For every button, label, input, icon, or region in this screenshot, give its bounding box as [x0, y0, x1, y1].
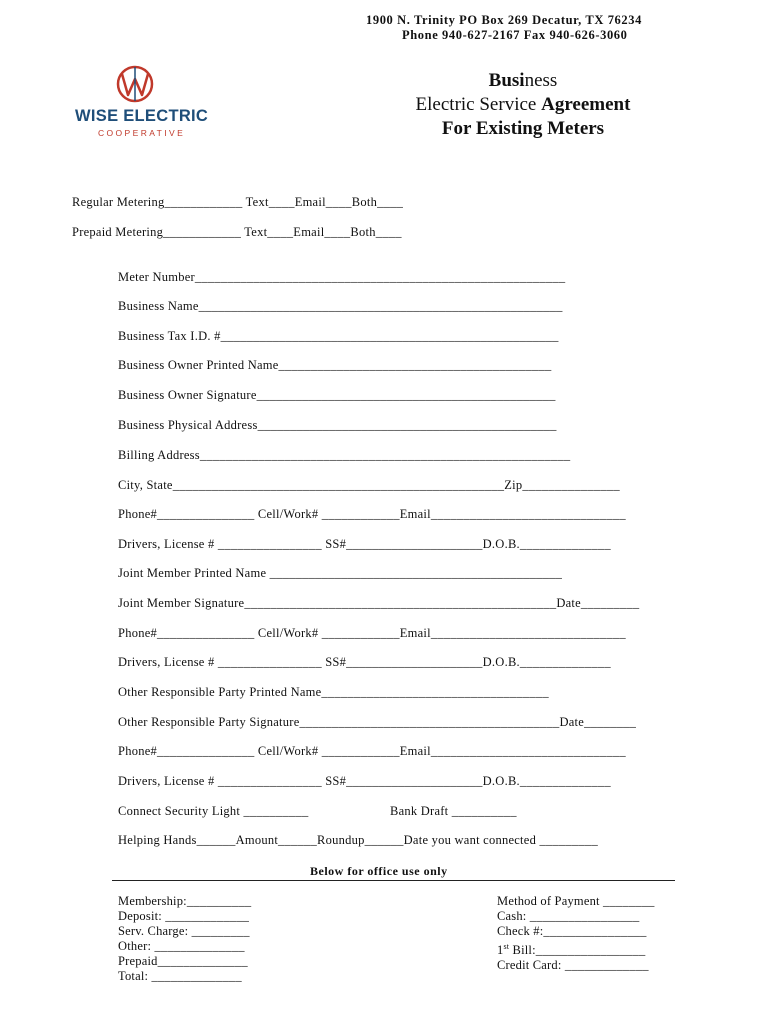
other-party-signature-field[interactable]: Other Responsible Party Signature________________________________________Date________: [118, 715, 637, 729]
owner-printed-name-field[interactable]: Business Owner Printed Name__________________________________________: [118, 358, 552, 372]
office-divider: [112, 880, 675, 881]
serv-charge-field[interactable]: Serv. Charge: _________: [118, 924, 250, 938]
title-line-2: [373, 94, 673, 116]
security-light-field[interactable]: Connect Security Light __________: [118, 804, 309, 818]
title-line-2-plain: Electric Service: [415, 94, 542, 115]
owner-phone-email-field[interactable]: Phone#_______________ Cell/Work# ____________Email______________________________: [118, 507, 626, 521]
business-tax-id-field[interactable]: Business Tax I.D. #____________________________________________________: [118, 329, 559, 343]
joint-license-ss-dob-field[interactable]: Drivers, License # ________________ SS#_____________________D.O.B.______________: [118, 655, 611, 669]
company-logo: [72, 62, 209, 144]
address-line: 1900 N. Trinity PO Box 269 Decatur, TX 76234: [366, 13, 642, 27]
other-party-name-field[interactable]: Other Responsible Party Printed Name___________________________________: [118, 685, 549, 699]
helping-hands-field[interactable]: Helping Hands______Amount______Roundup______Date you want connected _________: [118, 833, 598, 847]
owner-license-ss-dob-field[interactable]: Drivers, License # ________________ SS#_____________________D.O.B.______________: [118, 537, 611, 551]
other-phone-email-field[interactable]: Phone#_______________ Cell/Work# ____________Email______________________________: [118, 744, 626, 758]
bank-draft-field[interactable]: Bank Draft __________: [390, 804, 517, 818]
regular-metering-field[interactable]: Regular Metering____________ Text____Email____Both____: [72, 195, 404, 209]
total-field[interactable]: Total: ______________: [118, 969, 242, 983]
office-right-column: [497, 894, 655, 973]
title-line-1-rest: ness: [524, 70, 558, 91]
method-of-payment-field[interactable]: Method of Payment ________: [497, 894, 655, 908]
physical-address-field[interactable]: Business Physical Address______________________________________________: [118, 418, 557, 432]
first-bill-field[interactable]: [497, 939, 655, 958]
prepaid-metering-field[interactable]: Prepaid Metering____________ Text____Email____Both____: [72, 225, 402, 239]
office-use-heading: Below for office use only: [310, 864, 448, 878]
joint-phone-email-field[interactable]: Phone#_______________ Cell/Work# ____________Email______________________________: [118, 626, 626, 640]
check-field[interactable]: Check #:________________: [497, 924, 647, 938]
owner-signature-field[interactable]: Business Owner Signature______________________________________________: [118, 388, 556, 402]
title-line-3: For Existing Meters: [441, 118, 605, 139]
prepaid-field[interactable]: Prepaid______________: [118, 954, 248, 968]
logo-name: WISE ELECTRIC: [75, 107, 209, 125]
office-left-column: [118, 894, 251, 984]
other-field[interactable]: Other: ______________: [118, 939, 245, 953]
logo-subtitle: COOPERATIVE: [98, 128, 186, 138]
billing-address-field[interactable]: Billing Address_________________________________________________________: [118, 448, 571, 462]
other-license-ss-dob-field[interactable]: Drivers, License # ________________ SS#_____________________D.O.B.______________: [118, 774, 611, 788]
title-line-2-bold: Agreement: [541, 94, 631, 115]
membership-field[interactable]: Membership:__________: [118, 894, 252, 908]
title-line-1-bold: Busi: [488, 70, 525, 91]
cash-field[interactable]: Cash: _________________: [497, 909, 640, 923]
joint-member-name-field[interactable]: Joint Member Printed Name _____________________________________________: [118, 566, 563, 580]
deposit-field[interactable]: Deposit: _____________: [118, 909, 250, 923]
first-bill-superscript: st: [503, 942, 510, 951]
business-name-field[interactable]: Business Name________________________________________________________: [118, 299, 563, 313]
logo-mark-icon: [72, 62, 200, 112]
first-bill-number: 1: [497, 943, 504, 958]
city-state-zip-field[interactable]: City, State___________________________________________________Zip_______________: [118, 478, 620, 492]
credit-card-field[interactable]: Credit Card: _____________: [497, 958, 649, 973]
joint-member-signature-field[interactable]: Joint Member Signature________________________________________________Date_________: [118, 596, 640, 610]
first-bill-label: Bill:_________________: [509, 943, 646, 958]
phone-fax-line: Phone 940-627-2167 Fax 940-626-3060: [402, 28, 628, 42]
meter-number-field[interactable]: Meter Number_________________________________________________________: [118, 270, 566, 284]
title-line-1: [373, 70, 673, 92]
